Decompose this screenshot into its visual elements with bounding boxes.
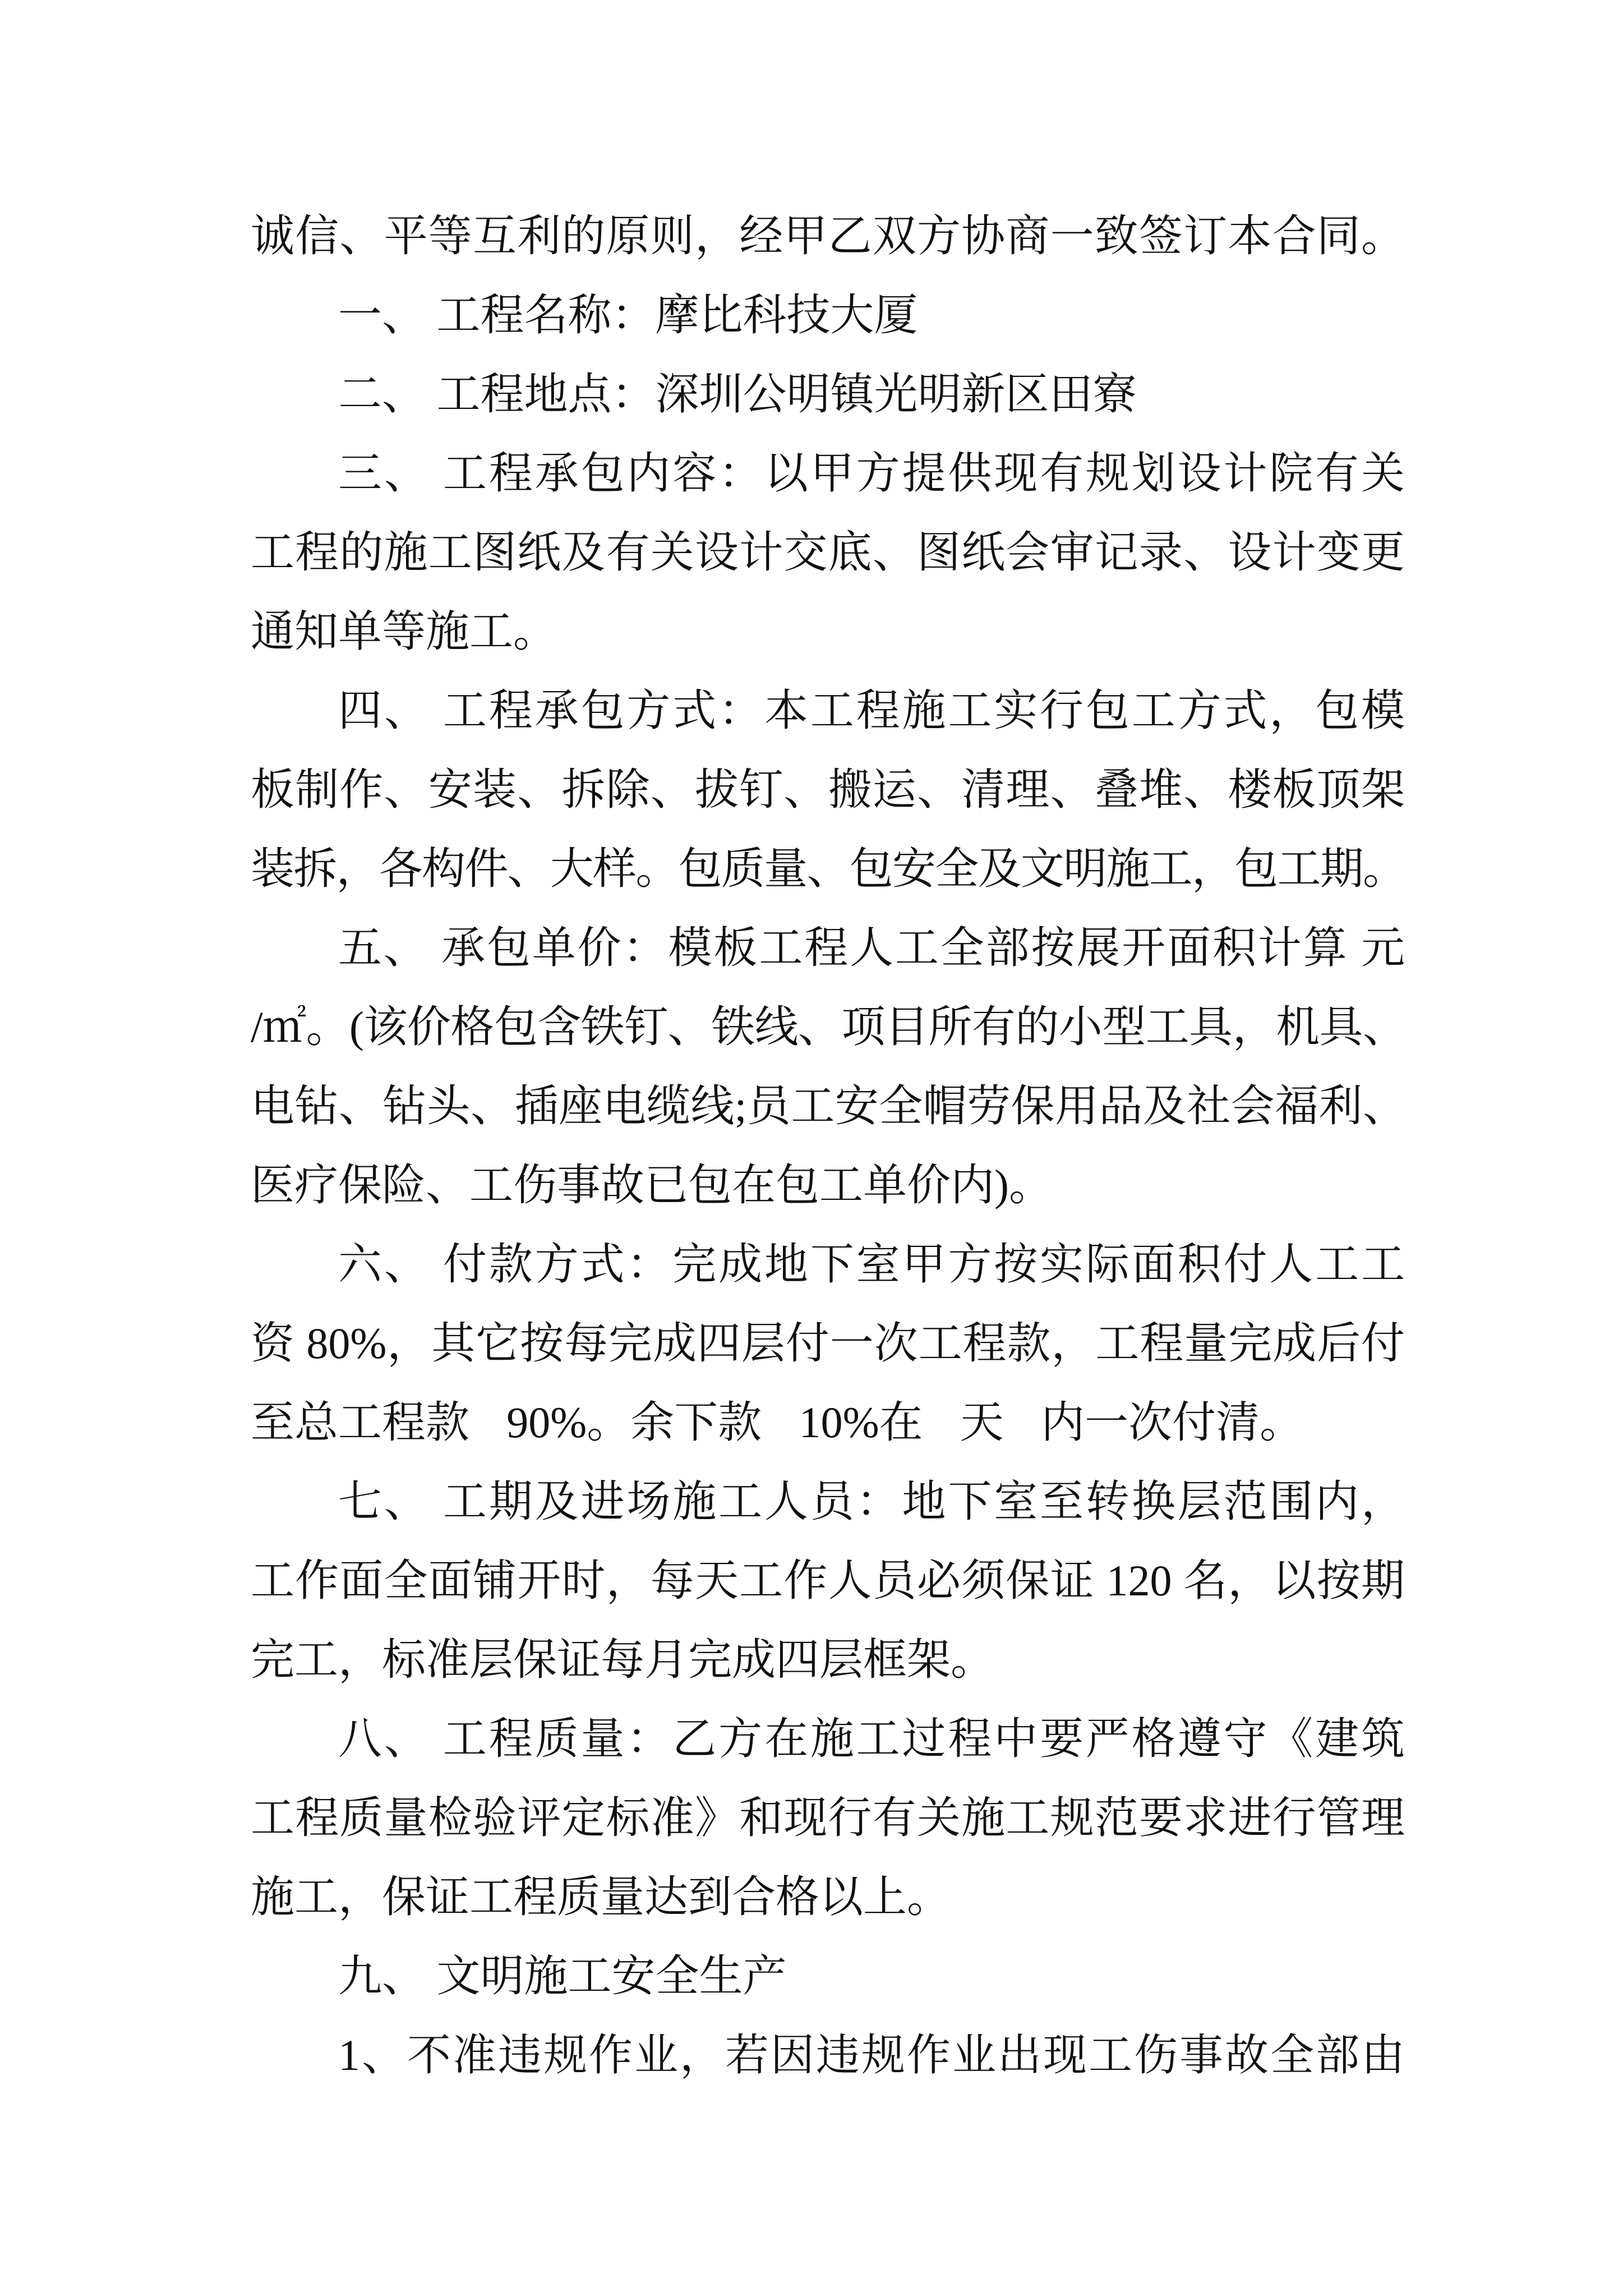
text-line: 二、 工程地点：深圳公明镇光明新区田寮 xyxy=(338,370,1137,418)
text-line: 资 80%，其它按每完成四层付一次工程款，工程量完成后付 xyxy=(251,1319,1405,1368)
text-line: 三、 工程承包内容：以甲方提供现有规划设计院有关 xyxy=(338,449,1405,498)
text-line: 施工，保证工程质量达到合格以上。 xyxy=(251,1872,951,1921)
clause-1-project-name xyxy=(251,275,1405,355)
text-line: 六、 付款方式：完成地下室甲方按实际面积付人工工 xyxy=(338,1240,1405,1289)
text-line: 医疗保险、工伤事故已包在包工单价内)。 xyxy=(251,1161,1053,1209)
text-line: 五、 承包单价：模板工程人工全部按展开面积计算 元 xyxy=(338,923,1405,972)
text-line: 四、 工程承包方式：本工程施工实行包工方式，包模 xyxy=(338,686,1405,735)
text-line: 装拆，各构件、大样。包质量、包安全及文明施工，包工期。 xyxy=(251,844,1405,893)
clause-4-contract-method xyxy=(251,671,1405,908)
document-page xyxy=(251,196,1405,2095)
text-line: /㎡。(该价格包含铁钉、铁线、项目所有的小型工具，机具、 xyxy=(251,1002,1405,1051)
text-line: 板制作、安装、拆除、拔钉、搬运、清理、叠堆、楼板顶架 xyxy=(251,765,1405,814)
clause-2-project-location xyxy=(251,355,1405,434)
clause-8-project-quality xyxy=(251,1699,1405,1936)
text-line: 完工，标准层保证每月完成四层框架。 xyxy=(251,1635,995,1684)
text-line: 九、 文明施工安全生产 xyxy=(338,1952,787,2000)
text-line: 一、 工程名称：摩比科技大厦 xyxy=(338,291,918,339)
text-line: 工程质量检验评定标准》和现行有关施工规范要求进行管理 xyxy=(251,1793,1405,1842)
clause-7-schedule-and-staffing xyxy=(251,1462,1405,1699)
clause-9-safety-heading xyxy=(251,1936,1405,2016)
clause-5-unit-price xyxy=(251,908,1405,1225)
text-line: 通知单等施工。 xyxy=(251,607,557,656)
text-line: 至总工程款 90%。余下款 10%在 天 内一次付清。 xyxy=(251,1398,1304,1447)
text-line: 八、 工程质量：乙方在施工过程中要严格遵守《建筑 xyxy=(338,1714,1405,1763)
text-line: 工程的施工图纸及有关设计交底、图纸会审记录、设计变更 xyxy=(251,528,1405,577)
text-line: 1、不准违规作业，若因违规作业出现工伤事故全部由 xyxy=(338,2031,1405,2079)
text-line: 七、 工期及进场施工人员：地下室至转换层范围内， xyxy=(338,1477,1405,1526)
text-line: 诚信、平等互利的原则，经甲乙双方协商一致签订本合同。 xyxy=(251,211,1405,260)
clause-9-item-1 xyxy=(251,2016,1405,2095)
clause-6-payment-method xyxy=(251,1225,1405,1462)
text-line: 工作面全面铺开时，每天工作人员必须保证 120 名，以按期 xyxy=(251,1556,1405,1605)
clause-3-contract-scope xyxy=(251,434,1405,671)
text-line: 电钻、钻头、插座电缆线;员工安全帽劳保用品及社会福利、 xyxy=(251,1082,1405,1130)
paragraph-intro-continuation xyxy=(251,196,1405,275)
